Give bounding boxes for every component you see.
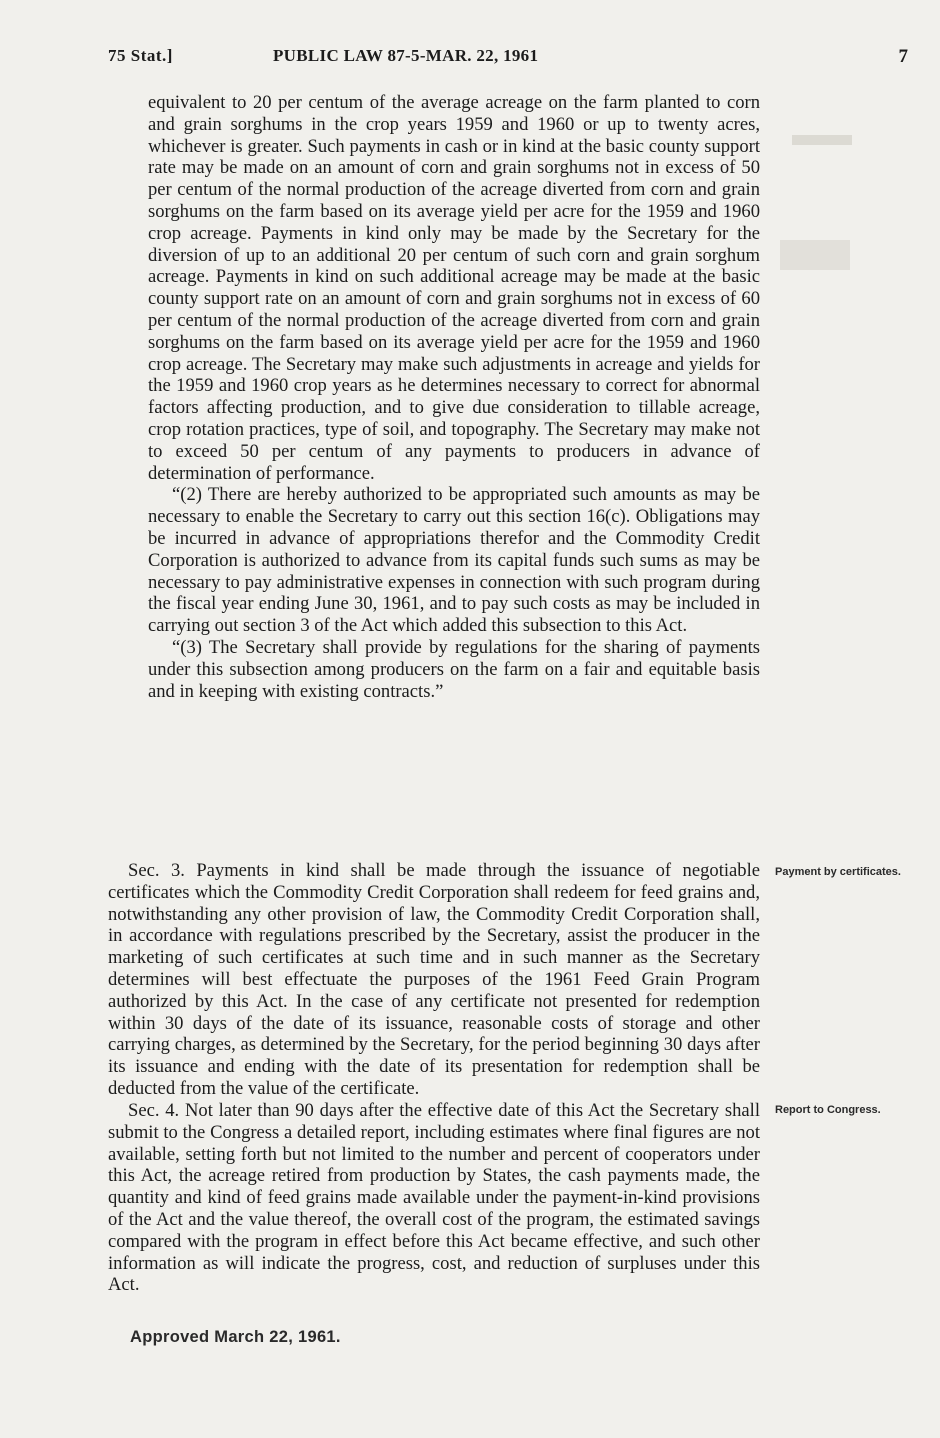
section-3 [108,860,760,1100]
margin-note-report-to-congress: Report to Congress. [775,1104,881,1116]
approval-line: Approved March 22, 1961. [130,1328,341,1346]
bleed-through-mark [792,135,852,145]
paragraph-c3: “(3) The Secretary shall provide by regulations for the sharing of payments under this subsection among producers on the farm on a fair and equitable basis and in keeping with existing contracts.” [148,636,760,702]
quoted-amendment [148,92,760,702]
paragraph-c2: “(2) There are hereby authorized to be appropriated such amounts as may be necessary to enable the Secretary to carry out this section 16(c). Obligations may be incurred in advance of appropriations therefor and the Commodity Credit Corporation is authorized to advance from its capital funds such sums as may be necessary to pay administrative expenses in connection with such program during the fiscal year ending June 30, 1961, and to pay such costs as may be included in carrying out section 3 of the Act which added this subsection to this Act. [148,484,760,637]
paragraph-c1-continued: equivalent to 20 per centum of the average acreage on the farm planted to corn and grain sorghums in the crop years 1959 and 1960 or up to twenty acres, whichever is greater. Such payments in cash or in kind at the basic county support rate may be made on an amount of corn and grain sorghums not in excess of 50 per centum of the normal production of the acreage diverted from corn and grain sorghums on the farm based on its average yield per acre for the 1959 and 1960 crop acreage. Payments in kind only may be made by the Secretary for the diversion of up to an additional 20 per centum of such corn and grain sorghum acreage. Payments in kind on such additional acreage may be made at the basic county support rate on an amount of corn and grain sorghums not in excess of 60 per centum of the normal production of the acreage diverted from corn and grain sorghums on the farm based on its average yield per acre for the 1959 and 1960 crop acreage. The Secretary may make such adjustments in acreage and yields for the 1959 and 1960 crop years as he determines necessary to correct for abnormal factors affecting production, and to give due consideration to tillable acreage, crop rotation practices, type of soil, and topography. The Secretary may make not to exceed 50 per centum of any payments to producers in advance of determination of performance. [148,92,760,484]
margin-note-payment-by-certificates: Payment by certificates. [775,866,901,878]
section-3-text: Sec. 3. Payments in kind shall be made through the issuance of negotiable certificates which the Commodity Credit Corporation shall redeem for feed grains and, notwithstanding any other provision of law, the Commodity Credit Corporation shall, in accordance with regulations prescribed by the Secretary, assist the producer in the marketing of such certificates at such time and in such manner as the Secretary determines will best effectuate the purposes of the 1961 Feed Grain Program authorized by this Act. In the case of any certificate not presented for redemption within 30 days of the date of its issuance, reasonable costs of storage and other carrying charges, as determined by the Secretary, for the period beginning 30 days after its issuance and ending with the date of its presentation for redemption shall be deducted from the value of the certificate. [108,860,760,1099]
bleed-through-mark [780,240,850,270]
section-4-text: Sec. 4. Not later than 90 days after the effective date of this Act the Secretary shall submit to the Congress a detailed report, including estimates where final figures are not available, setting forth but not limited to the number and percent of cooperators under this Act, the acreage retired from production by States, the cash payments made, the quantity and kind of feed grains made available under the payment-in-kind provisions of the Act and the value thereof, the overall cost of the program, the estimated savings compared with the program in effect before this Act became effective, and such other information as will indicate the progress, cost, and reduction of surpluses under this Act. [108,1100,760,1296]
section-4 [108,1100,760,1296]
page-header [108,46,908,76]
page-number: 7 [898,46,908,67]
volume-reference: 75 Stat.] [108,46,173,65]
page-title: PUBLIC LAW 87-5-MAR. 22, 1961 [273,46,539,65]
